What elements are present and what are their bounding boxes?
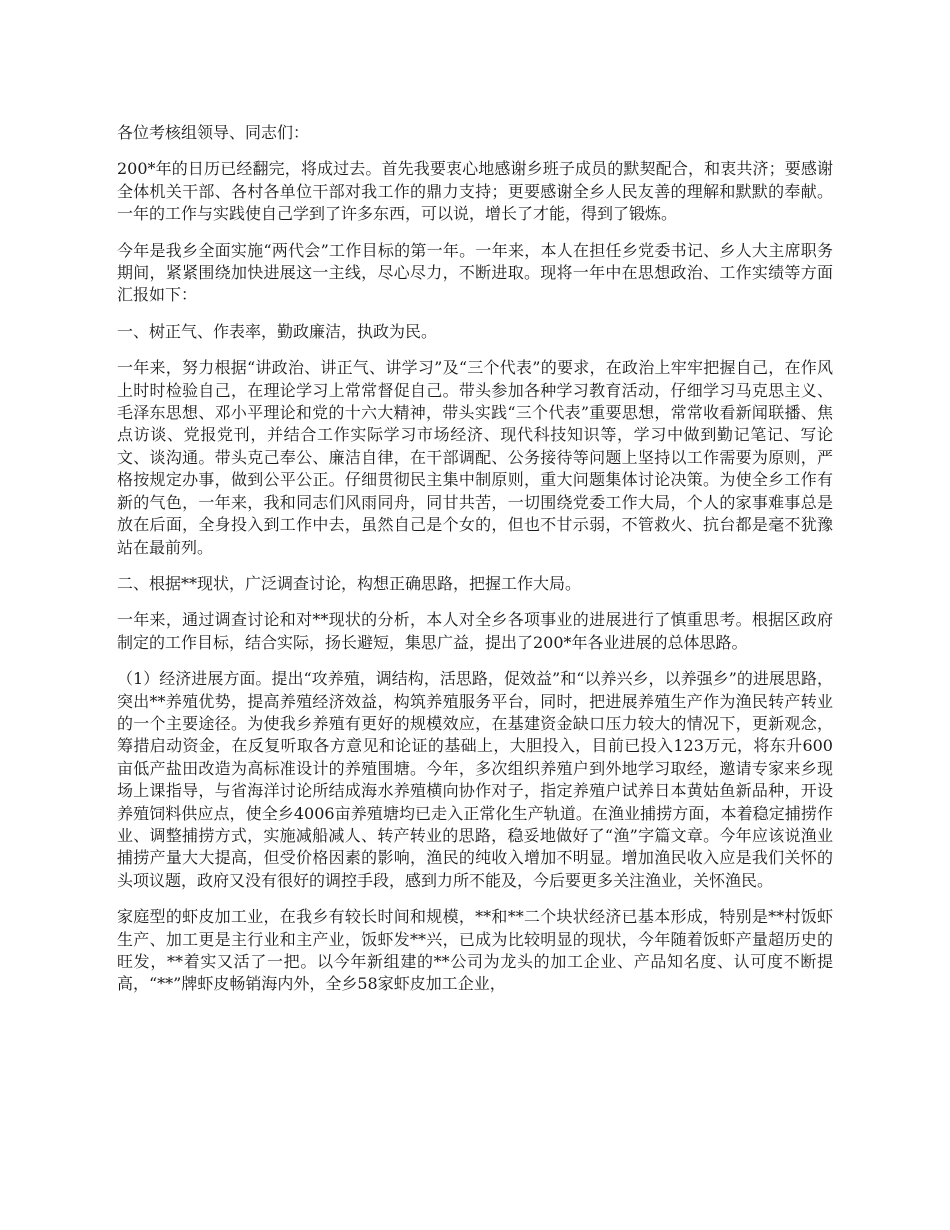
paragraph-economy: （1）经济进展方面。提出“攻养殖，调结构，活思路，促效益”和“以养兴乡，以养强乡”的进展思路，突出**养殖优势，提高养殖经济效益，构筑养殖服务平台，同时，把进展养殖生产作为渔民转产转业的一个主要途径。为使我乡养殖有更好的规模效应，在基建资金缺口压力较大的情况下，更新观念，筹措启动资金，在反复听取各方意见和论证的基础上，大胆投入，目前已投入123万元，将东升600亩低产盐田改造为高标准设计的养殖围塘。今年，多次组织养殖户到外地学习取经，邀请专家来乡现场上课指导，与省海洋讨论所结成海水养殖横向协作对子，指定养殖户试养日本黄姑鱼新品种，开设养殖饲料供应点，使全乡4006亩养殖塘均已走入正常化生产轨道。在渔业捕捞方面，本着稳定捕捞作业、调整捕捞方式，实施减船减人、转产转业的思路，稳妥地做好了“渔”字篇文章。今年应该说渔业捕捞产量大大提高，但受价格因素的影响，渔民的纯收入增加不明显。增加渔民收入应是我们关怀的头项议题，政府又没有很好的调控手段，感到力所不能及，今后要更多关注渔业，关怀渔民。 (117, 669, 833, 890)
section-heading-2: 二、根据**现状，广泛调查讨论，构想正确思路，把握工作大局。 (117, 573, 582, 593)
paragraph-overview: 今年是我乡全面实施“两代会”工作目标的第一年。一年来，本人在担任乡党委书记、乡人大主席职务期间，紧紧围绕加快进展这一主线，尽心尽力，不断进取。现将一年中在思想政治、工作实绩等方面汇报如下： (117, 240, 833, 305)
paragraph-section-2: 一年来，通过调查讨论和对**现状的分析，本人对全乡各项事业的进展进行了慎重思考。根据区政府制定的工作目标，结合实际，扬长避短，集思广益，提出了200*年各业进展的总体思路。 (117, 610, 833, 652)
greeting: 各位考核组领导、同志们： (117, 123, 310, 142)
paragraph-shrimp-processing: 家庭型的虾皮加工业，在我乡有较长时间和规模，**和**二个块状经济已基本形成，特别是**村饭虾生产、加工更是主行业和主产业，饭虾发**兴，已成为比较明显的现状，今年随着饭虾产量超历史的旺发，**着实又活了一把。以今年新组建的**公司为龙头的加工企业、产品知名度、认可度不断提高，“**”牌虾皮畅销海内外，全乡58家虾皮加工企业， (117, 907, 833, 994)
section-heading-1: 一、树正气、作表率，勤政廉洁，执政为民。 (117, 321, 438, 341)
document-body (117, 122, 833, 1010)
paragraph-intro: 200*年的日历已经翻完，将成过去。首先我要衷心地感谢乡班子成员的默契配合，和衷共济；要感谢全体机关干部、各村各单位干部对我工作的鼎力支持；更要感谢全乡人民友善的理解和默默的奉献。一年的工作与实践使自己学到了许多东西，可以说，增长了才能，得到了锻炼。 (117, 159, 833, 224)
paragraph-section-1: 一年来，努力根据“讲政治、讲正气、讲学习”及“三个代表”的要求，在政治上牢牢把握自己，在作风上时时检验自己，在理论学习上常常督促自己。带头参加各种学习教育活动，仔细学习马克思主义、毛泽东思想、邓小平理论和党的十六大精神，带头实践“三个代表”重要思想，常常收看新闻联播、焦点访谈、党报党刊，并结合工作实际学习市场经济、现代科技知识等，学习中做到勤记笔记、写论文、谈沟通。带头克己奉公、廉洁自律，在干部调配、公务接待等问题上坚持以工作需要为原则，严格按规定办事，做到公平公正。仔细贯彻民主集中制原则，重大问题集体讨论决策。为使全乡工作有新的气色，一年来，我和同志们风雨同舟，同甘共苦，一切围绕党委工作大局，个人的家事难事总是放在后面，全身投入到工作中去，虽然自己是个女的，但也不甘示弱，不管救火、抗台都是毫不犹豫站在最前列。 (117, 358, 833, 557)
